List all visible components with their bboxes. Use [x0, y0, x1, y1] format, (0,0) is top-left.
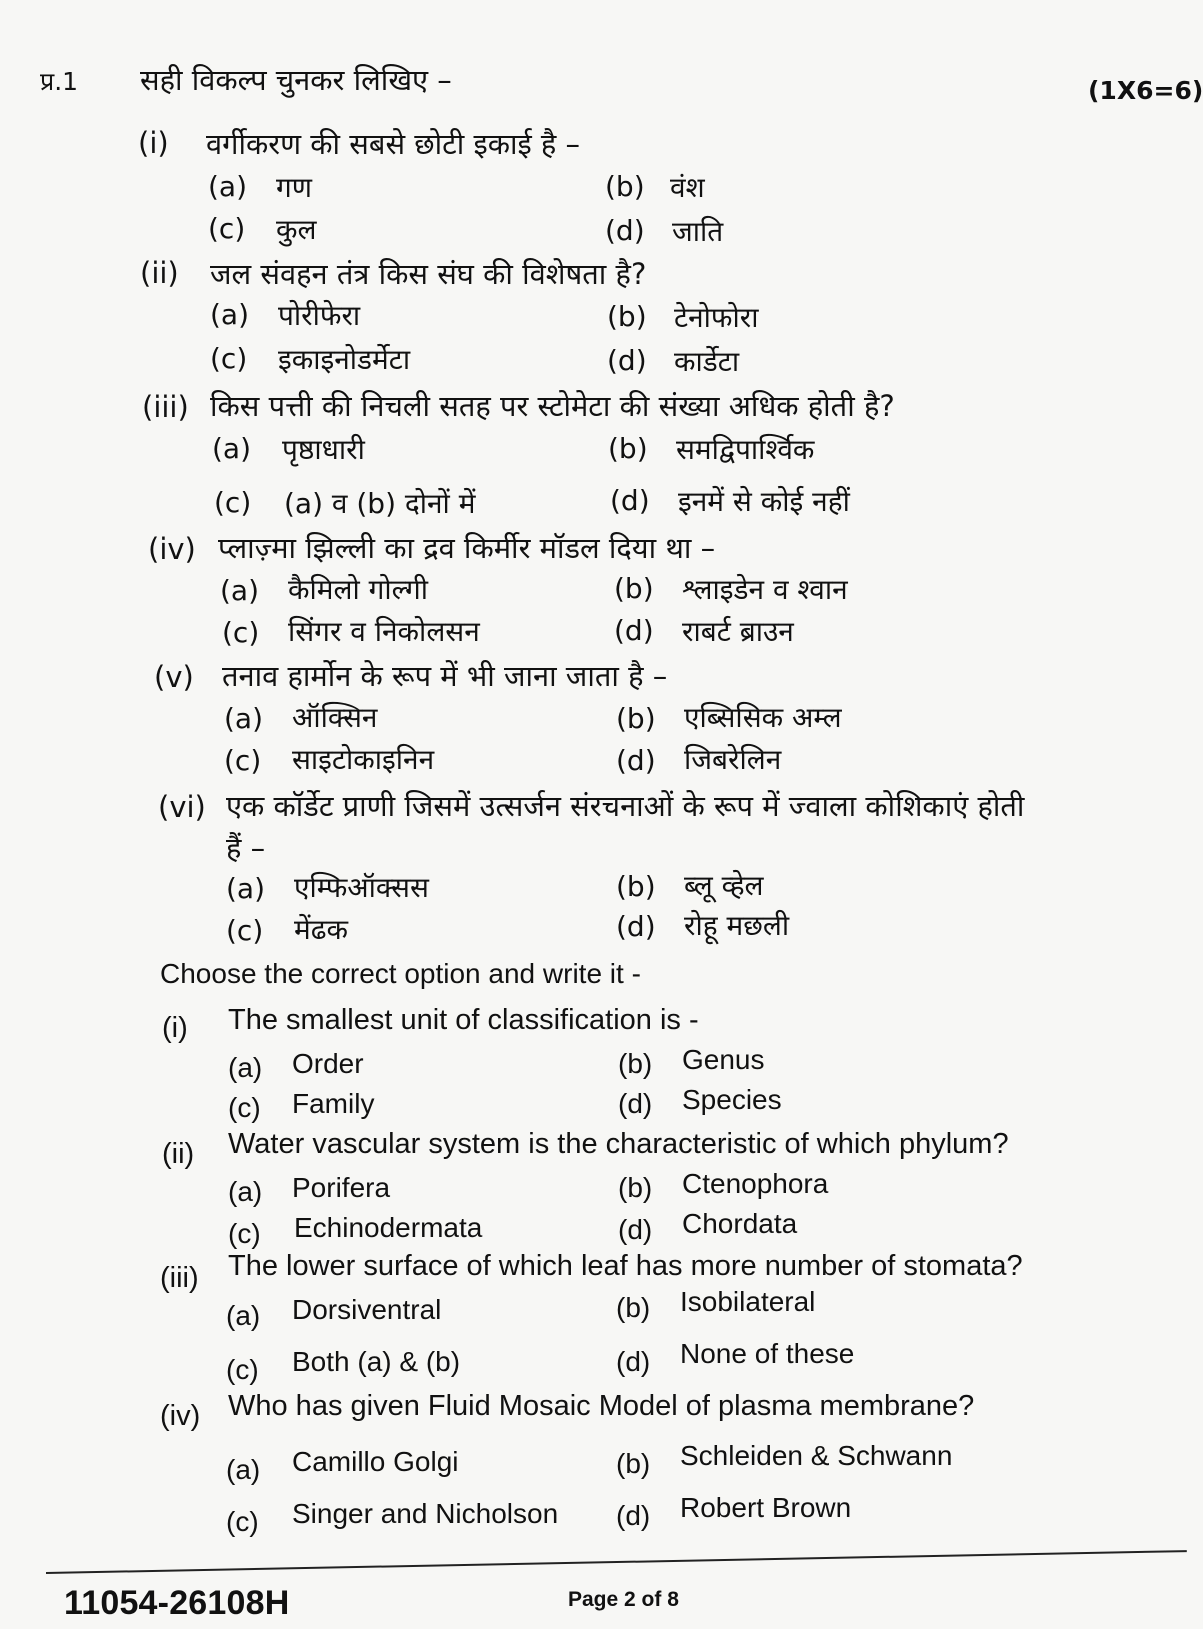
hindi-q6-number: (vi)	[158, 790, 206, 824]
hindi-q2-option-b-text: टेनोफोरा	[674, 301, 759, 334]
english-q1-option-b-text: Genus	[682, 1044, 765, 1075]
english-q1-option-c-label: (c)	[228, 1092, 261, 1123]
hindi-q1-text: वर्गीकरण की सबसे छोटी इकाई है –	[206, 127, 581, 161]
english-q3-option-c-label: (c)	[226, 1354, 259, 1385]
english-q3-option-a-label: (a)	[226, 1300, 261, 1331]
hindi-q3-option-c-label: (c)	[214, 486, 252, 519]
hindi-q2-option-c-text: इकाइनोडर्मेटा	[278, 343, 411, 376]
english-q2-option-b-text: Ctenophora	[682, 1168, 829, 1199]
hindi-q6-option-d-text: रोहू मछली	[684, 909, 790, 942]
english-q3-option-a-text: Dorsiventral	[292, 1294, 442, 1325]
hindi-q5-option-a-text: ऑक्सिन	[292, 701, 378, 734]
hindi-q6-option-c-text: मेंढक	[294, 913, 349, 946]
english-q2-option-a-label: (a)	[228, 1176, 263, 1207]
english-q3-number: (iii)	[160, 1262, 199, 1294]
english-q2-option-d-label: (d)	[618, 1214, 653, 1245]
english-q1-option-d-text: Species	[682, 1084, 782, 1115]
hindi-q5-option-d-text: जिबरेलिन	[684, 743, 782, 776]
hindi-instruction: सही विकल्प चुनकर लिखिए –	[140, 63, 452, 97]
hindi-q2-option-a-label: (a)	[210, 298, 250, 331]
hindi-q6-option-a-label: (a)	[226, 872, 266, 905]
english-q1-option-a-text: Order	[292, 1048, 364, 1079]
hindi-q6-option-b-label: (b)	[616, 870, 656, 903]
hindi-q1-option-a-label: (a)	[208, 170, 248, 203]
english-q1-text: The smallest unit of classification is -	[228, 1004, 699, 1036]
hindi-q5-option-b-label: (b)	[616, 702, 656, 735]
english-q3-option-d-label: (d)	[616, 1346, 651, 1377]
hindi-q4-number: (iv)	[148, 532, 196, 566]
hindi-q6-option-d-label: (d)	[616, 910, 656, 943]
hindi-q1-number: (i)	[138, 126, 169, 160]
hindi-q5-option-b-text: एब्सिसिक अम्ल	[684, 701, 842, 734]
hindi-q2-option-c-label: (c)	[210, 342, 248, 375]
english-q1-number: (i)	[162, 1012, 188, 1044]
english-q2-option-d-text: Chordata	[682, 1208, 798, 1239]
marks-label: (1X6=6)	[1088, 76, 1203, 105]
hindi-q5-option-c-label: (c)	[224, 744, 262, 777]
hindi-q6-text-line2: हैं –	[226, 831, 266, 865]
hindi-q5-text: तनाव हार्मोन के रूप में भी जाना जाता है –	[222, 659, 668, 693]
hindi-q3-option-b-label: (b)	[608, 432, 648, 465]
footer-divider	[46, 1550, 1187, 1574]
hindi-q4-option-d-text: राबर्ट ब्राउन	[682, 615, 794, 648]
hindi-q6-text-line1: एक कॉर्डेट प्राणी जिसमें उत्सर्जन संरचनाओं के रूप में ज्वाला कोशिकाएं होती	[226, 789, 1025, 823]
question-number: प्र.1	[40, 67, 79, 96]
hindi-q4-option-d-label: (d)	[614, 614, 654, 647]
english-q1-option-b-label: (b)	[618, 1048, 653, 1079]
english-q4-option-b-label: (b)	[616, 1448, 651, 1479]
hindi-q3-text: किस पत्ती की निचली सतह पर स्टोमेटा की संख्या अधिक होती है?	[210, 389, 895, 423]
hindi-q1-option-b-text: वंश	[670, 171, 705, 204]
english-q3-option-c-text: Both (a) & (b)	[292, 1346, 461, 1377]
hindi-q1-option-c-text: कुल	[276, 213, 317, 246]
english-q3-option-b-text: Isobilateral	[680, 1286, 816, 1317]
english-q3-option-b-label: (b)	[616, 1292, 651, 1323]
hindi-q5-option-a-label: (a)	[224, 702, 264, 735]
hindi-q3-option-a-text: पृष्ठाधारी	[282, 433, 365, 466]
hindi-q3-option-c-text: (a) व (b) दोनों में	[284, 487, 476, 520]
page-number: Page 2 of 8	[568, 1588, 679, 1611]
english-q1-option-a-label: (a)	[228, 1052, 263, 1083]
hindi-q5-number: (v)	[154, 660, 194, 694]
hindi-q3-option-d-label: (d)	[610, 484, 650, 517]
hindi-q5-option-d-label: (d)	[616, 744, 656, 777]
hindi-q1-option-b-label: (b)	[605, 170, 645, 203]
hindi-q6-option-c-label: (c)	[226, 914, 264, 947]
hindi-q2-text: जल संवहन तंत्र किस संघ की विशेषता है?	[210, 257, 647, 291]
english-q4-option-a-label: (a)	[226, 1454, 261, 1485]
english-q4-option-c-label: (c)	[226, 1506, 259, 1537]
english-q2-option-a-text: Porifera	[292, 1172, 391, 1203]
hindi-q3-option-b-text: समद्विपार्श्विक	[676, 433, 815, 466]
english-q4-option-a-text: Camillo Golgi	[292, 1446, 459, 1477]
english-q3-text: The lower surface of which leaf has more number of stomata?	[228, 1250, 1023, 1282]
hindi-q2-option-a-text: पोरीफेरा	[278, 299, 361, 332]
hindi-q3-option-a-label: (a)	[212, 432, 252, 465]
hindi-q2-option-b-label: (b)	[607, 300, 647, 333]
paper-code: 11054-26108H	[64, 1584, 290, 1622]
hindi-q4-option-b-text: श्लाइडेन व श्वान	[682, 573, 848, 606]
hindi-q4-option-a-label: (a)	[220, 574, 260, 607]
hindi-q1-option-c-label: (c)	[208, 212, 246, 245]
hindi-q4-option-a-text: कैमिलो गोल्गी	[288, 573, 429, 606]
hindi-q1-option-d-label: (d)	[605, 214, 645, 247]
english-q3-option-d-text: None of these	[680, 1338, 855, 1369]
english-instruction: Choose the correct option and write it -	[160, 958, 641, 989]
hindi-q5-option-c-text: साइटोकाइनिन	[292, 743, 435, 776]
english-q4-text: Who has given Fluid Mosaic Model of plasma membrane?	[228, 1390, 975, 1422]
english-q4-option-d-label: (d)	[616, 1500, 651, 1531]
hindi-q6-option-a-text: एम्फिऑक्सस	[294, 871, 429, 904]
english-q2-option-c-label: (c)	[228, 1218, 261, 1249]
english-q4-option-c-text: Singer and Nicholson	[292, 1498, 559, 1529]
english-q4-option-d-text: Robert Brown	[680, 1492, 852, 1523]
english-q1-option-c-text: Family	[292, 1088, 375, 1119]
hindi-q3-number: (iii)	[142, 390, 189, 424]
hindi-q2-option-d-label: (d)	[607, 344, 647, 377]
hindi-q4-text: प्लाज़्मा झिल्ली का द्रव किर्मीर मॉडल दिया था –	[218, 531, 716, 565]
hindi-q2-number: (ii)	[140, 256, 179, 290]
hindi-q4-option-b-label: (b)	[614, 572, 654, 605]
english-q4-option-b-text: Schleiden & Schwann	[680, 1440, 953, 1471]
english-q2-text: Water vascular system is the characteristic of which phylum?	[228, 1128, 1009, 1160]
english-q2-number: (ii)	[162, 1138, 195, 1170]
english-q1-option-d-label: (d)	[618, 1088, 653, 1119]
hindi-q1-option-d-text: जाति	[672, 215, 724, 248]
hindi-q2-option-d-text: कार्डेटा	[674, 345, 740, 378]
english-q2-option-b-label: (b)	[618, 1172, 653, 1203]
english-q2-option-c-text: Echinodermata	[294, 1212, 483, 1243]
hindi-q6-option-b-text: ब्लू व्हेल	[684, 869, 764, 902]
hindi-q4-option-c-text: सिंगर व निकोलसन	[288, 615, 480, 648]
english-q4-number: (iv)	[160, 1400, 201, 1432]
hindi-q3-option-d-text: इनमें से कोई नहीं	[678, 485, 850, 518]
hindi-q1-option-a-text: गण	[276, 171, 313, 204]
hindi-q4-option-c-label: (c)	[222, 616, 260, 649]
